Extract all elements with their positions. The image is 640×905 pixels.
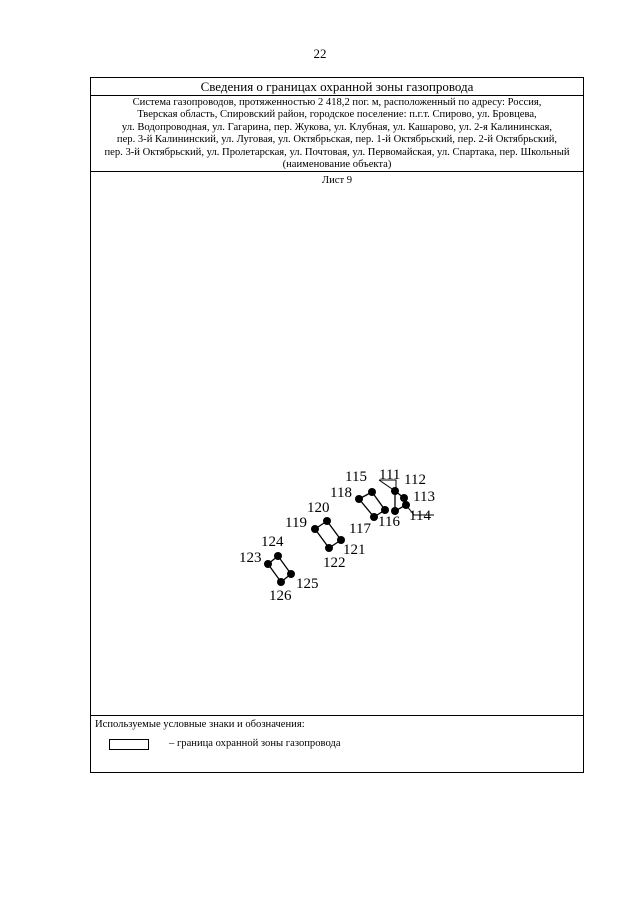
boundary-point bbox=[323, 517, 331, 525]
boundary-points bbox=[264, 487, 410, 586]
page-number: 22 bbox=[313, 46, 327, 61]
point-label-111: 111 bbox=[379, 467, 401, 483]
description-line: пер. 3-й Октябрьский, ул. Пролетарская, ул. Почтовая, ул. Первомайская, ул. Спартака, пер. Школьный bbox=[104, 146, 570, 158]
boundary-point bbox=[287, 570, 295, 578]
boundary-point bbox=[370, 513, 378, 521]
description-line: пер. 3-й Калининский, ул. Луговая, ул. Октябрьская, пер. 1-й Октябрьский, пер. 2-й Октябрьский, bbox=[116, 134, 558, 146]
point-label-114: 114 bbox=[409, 508, 431, 524]
point-label-122: 122 bbox=[323, 555, 346, 571]
point-label-123: 123 bbox=[239, 550, 262, 566]
boundary-point bbox=[325, 544, 333, 552]
boundary-point bbox=[400, 494, 408, 502]
boundary-point bbox=[274, 552, 282, 560]
boundary-map bbox=[91, 78, 585, 774]
boundary-point bbox=[355, 495, 363, 503]
point-label-125: 125 bbox=[296, 576, 319, 592]
point-label-119: 119 bbox=[285, 515, 307, 531]
document-title: Сведения о границах охранной зоны газопровода bbox=[91, 78, 583, 96]
legend bbox=[91, 715, 583, 772]
point-label-113: 113 bbox=[413, 489, 435, 505]
boundary-point bbox=[277, 578, 285, 586]
description-line: ул. Водопроводная, ул. Гагарина, пер. Жукова, ул. Клубная, ул. Кашарово, ул. 2-я Калининская, bbox=[121, 121, 553, 133]
point-label-117: 117 bbox=[349, 521, 371, 537]
description-line: Система газопроводов, протяженностью 2 418,2 пог. м, расположенный по адресу: Россия, bbox=[132, 97, 542, 108]
point-label-121: 121 bbox=[343, 542, 366, 558]
boundary-point bbox=[368, 488, 376, 496]
object-caption: (наименование объекта) bbox=[282, 159, 392, 171]
point-label-120: 120 bbox=[307, 500, 330, 516]
point-label-115: 115 bbox=[345, 469, 367, 485]
legend-boundary-symbol bbox=[109, 739, 149, 750]
point-label-116: 116 bbox=[378, 514, 400, 530]
boundary-point bbox=[381, 506, 389, 514]
legend-boundary-label: – граница охранной зоны газопровода bbox=[169, 738, 341, 749]
point-label-118: 118 bbox=[330, 485, 352, 501]
boundary-polygon bbox=[315, 521, 341, 548]
boundary-point bbox=[264, 560, 272, 568]
boundary-polygon bbox=[268, 556, 291, 582]
point-label-112: 112 bbox=[404, 472, 426, 488]
legend-title: Используемые условные знаки и обозначения: bbox=[95, 719, 305, 730]
sheet-label: Лист 9 bbox=[321, 175, 353, 186]
boundary-point bbox=[311, 525, 319, 533]
point-label-126: 126 bbox=[269, 588, 292, 604]
description-line: Тверская область, Спировский район, городское поселение: п.г.т. Спирово, ул. Бровцева, bbox=[137, 109, 537, 121]
point-label-124: 124 bbox=[261, 534, 284, 550]
boundary-point bbox=[391, 487, 399, 495]
document-frame bbox=[90, 77, 584, 773]
